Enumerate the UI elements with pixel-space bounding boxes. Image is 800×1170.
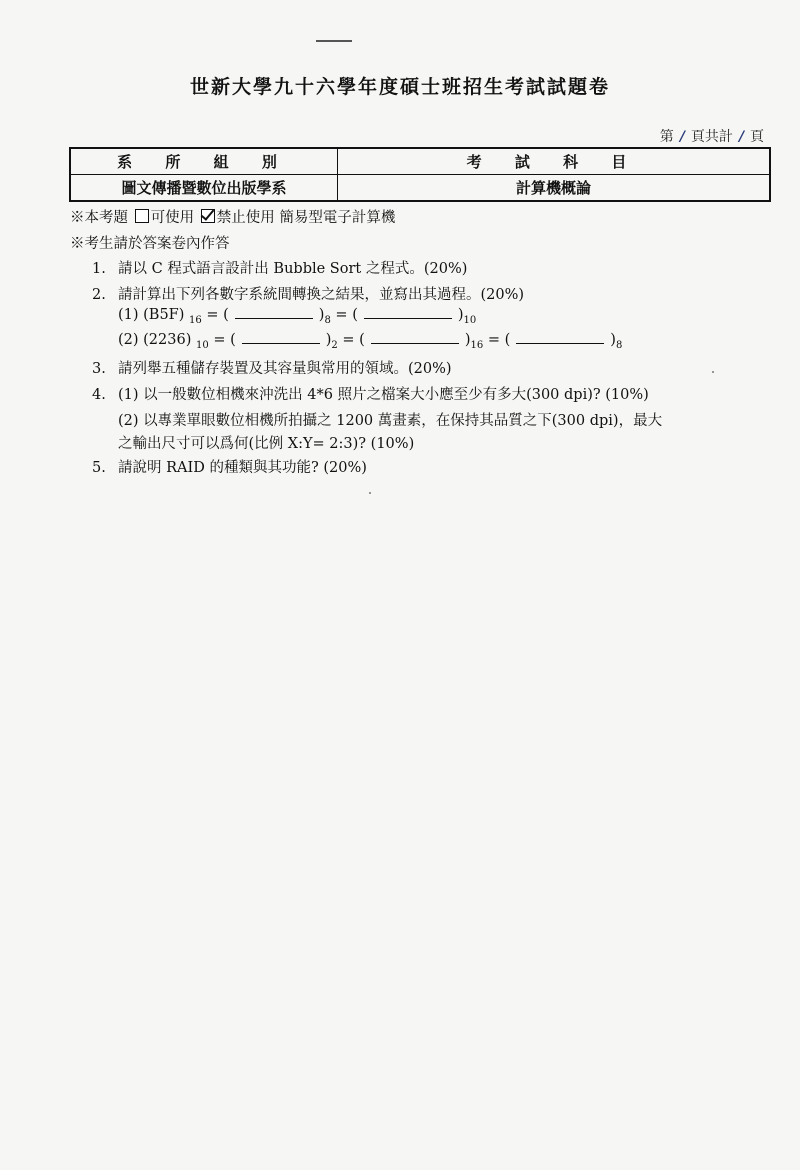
question-number: 4. (92, 387, 106, 403)
answer-blank (242, 331, 320, 344)
scan-speck (369, 492, 371, 494)
question-text: 請列舉五種儲存裝置及其容量與常用的領域。(20%) (118, 361, 452, 377)
base-subscript: 16 (189, 314, 202, 326)
page-count-mid: 頁共計 (690, 129, 733, 145)
calculator-note (70, 206, 395, 227)
base-subscript: 2 (331, 339, 338, 351)
question-number: 3. (92, 361, 106, 377)
calculator-prefix: ※本考題 (70, 210, 128, 226)
answer-blank (235, 306, 313, 319)
slash-mark: / (679, 129, 685, 145)
forbidden-label: 禁止使用 (216, 210, 275, 226)
allowed-checkbox[interactable] (135, 209, 149, 223)
subject-table-header-row (70, 148, 770, 175)
slash-mark: / (738, 129, 744, 145)
question-number: 2. (92, 287, 106, 303)
top-mark (316, 40, 352, 42)
answer-blank (516, 331, 604, 344)
question-5 (92, 456, 367, 477)
question-text: 請計算出下列各數字系統間轉換之結果，並寫出其過程。(20%) (118, 287, 525, 303)
scan-speck (712, 371, 714, 373)
question-4-part-2-line-1: (2) 以專業單眼數位相機所拍攝之 1200 萬畫素，在保持其品質之下(300 dpi)，最大 (118, 413, 663, 429)
base-subscript: 10 (195, 339, 209, 351)
forbidden-checkbox[interactable] (201, 209, 215, 223)
question-2-part-1: (1) (B5F) $_{16}$ = ( )$_8$ = ( )$_{10}$ (118, 307, 477, 326)
page-count (660, 126, 764, 146)
calculator-suffix: 簡易型電子計算機 (279, 210, 396, 226)
page-title: 世新大學九十六學年度碩士班招生考試試題卷 (189, 76, 610, 98)
question-number: 1. (92, 261, 106, 277)
allowed-label: 可使用 (150, 210, 195, 226)
subject-table (69, 147, 771, 202)
question-text: (1) 以一般數位相機來沖洗出 4*6 照片之檔案大小應至少有多大(300 dpi)? (10%) (118, 387, 649, 403)
answer-instruction: ※考生請於答案卷內作答 (70, 236, 230, 252)
page-count-prefix: 第 (659, 129, 674, 145)
subject-header: 考 試 科 目 (338, 148, 771, 175)
question-2 (92, 283, 524, 304)
department-header: 系 所 組 別 (70, 148, 338, 175)
question-text: 請以 C 程式語言設計出 Bubble Sort 之程式。(20%) (118, 261, 468, 277)
question-4-part-2-line-2: 之輸出尺寸可以爲何(比例 X:Y= 2:3)? (10%) (118, 436, 415, 452)
part-label: (1) (B5F) (118, 307, 185, 323)
question-number: 5. (92, 460, 106, 476)
answer-blank (364, 306, 452, 319)
base-subscript: 8 (615, 339, 623, 351)
page-count-suffix: 頁 (750, 129, 764, 145)
base-subscript: 8 (324, 314, 331, 326)
question-3 (92, 357, 452, 378)
question-text: 請說明 RAID 的種類與其功能? (20%) (118, 460, 367, 476)
subject-value: 計算機概論 (338, 175, 771, 202)
question-2-part-2: (2) (2236) $_{10}$ = ( )$_2$ = ( )$_{16}$ = ( )$_8$ (118, 332, 623, 351)
question-4 (92, 383, 649, 404)
answer-blank (371, 331, 459, 344)
subject-table-value-row (70, 175, 770, 202)
part-label: (2) (2236) (118, 332, 192, 348)
department-value: 圖文傳播暨數位出版學系 (70, 175, 338, 202)
base-subscript: 16 (470, 339, 484, 351)
question-1 (92, 257, 467, 278)
base-subscript: 10 (463, 314, 477, 326)
